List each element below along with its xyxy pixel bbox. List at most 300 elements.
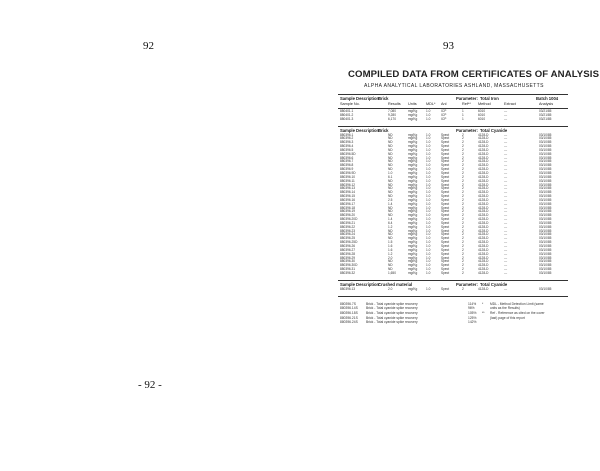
- cell-units: mg/Kg: [408, 263, 418, 268]
- column-header-sample-no: Sample No.: [340, 102, 360, 106]
- cell-analysis: 03/21/85: [539, 109, 552, 113]
- footnote-cell: Brick - Total cyanide spike recovery: [366, 311, 418, 316]
- cell-ref: 2: [462, 267, 464, 272]
- footnote-cell: *: [482, 301, 484, 306]
- cell-mdl: 1.0: [426, 190, 431, 195]
- cell-method: 4128-D: [478, 178, 489, 183]
- cell-ref: 2: [462, 190, 464, 195]
- cell-extract: ---: [504, 259, 508, 264]
- cell-analysis: 03/10/85: [539, 267, 552, 272]
- cell-units: mg/Kg: [408, 270, 418, 275]
- cell-analysis: 03/10/85: [539, 247, 552, 252]
- cell-mdl: 1.0: [426, 267, 431, 272]
- footnote-note: units as the Results): [490, 306, 520, 311]
- cell-anl: Spect: [441, 205, 450, 210]
- cell-anl: Spect: [441, 267, 450, 272]
- cell-mdl: 1.0: [426, 263, 431, 268]
- cell-units: mg/Kg: [408, 197, 418, 202]
- cell-method: 4128-D: [478, 209, 489, 214]
- cell-extract: ---: [504, 270, 508, 275]
- cell-ref: 2: [462, 224, 464, 229]
- cell-sample-no: 880396.27: [340, 247, 356, 252]
- cell-anl: Spect: [441, 201, 450, 206]
- cell-sample-no: 880396.5D: [340, 151, 356, 156]
- cell-extract: ---: [504, 232, 508, 237]
- cell-mdl: 1.0: [426, 167, 431, 172]
- cell-ref: 2: [462, 263, 464, 268]
- cell-units: mg/Kg: [408, 186, 418, 191]
- cell-method: 6010: [478, 112, 486, 117]
- cell-ref: 2: [462, 186, 464, 191]
- cell-units: mg/Kg: [408, 174, 418, 179]
- cell-sample-no: 880396.26: [340, 244, 356, 249]
- cell-units: mg/Kg: [408, 267, 418, 272]
- cell-extract: ---: [504, 147, 508, 152]
- cell-units: mg/Kg: [408, 147, 418, 152]
- footnote-cell: 142%: [468, 320, 477, 325]
- cell-units: mg/Kg: [408, 144, 418, 149]
- page-number-right: 93: [443, 40, 454, 52]
- cell-mdl: 1.0: [426, 151, 431, 156]
- cell-analysis: 03/10/85: [539, 190, 552, 195]
- cell-sample-no: 880396.9D: [340, 170, 356, 175]
- cell-method: 4128-D: [478, 194, 489, 199]
- cell-results: ND: [388, 182, 393, 187]
- cell-analysis: 03/10/85: [539, 170, 552, 175]
- cell-extract: ---: [504, 136, 508, 141]
- column-header-anl: Anl: [441, 102, 447, 106]
- parameter-label: Parameter:: [456, 127, 478, 133]
- cell-extract: ---: [504, 240, 508, 245]
- cell-sample-no: 880401.3: [340, 116, 354, 121]
- cell-units: mg/Kg: [408, 155, 418, 160]
- cell-mdl: 1.0: [426, 144, 431, 149]
- cell-units: mg/Kg: [408, 259, 418, 264]
- footnote-cell: **: [482, 311, 485, 316]
- cell-analysis: 03/10/85: [539, 287, 552, 291]
- cell-analysis: 03/10/85: [539, 213, 552, 218]
- cell-units: mg/Kg: [408, 116, 418, 121]
- cell-extract: ---: [504, 182, 508, 187]
- cell-units: mg/Kg: [408, 232, 418, 237]
- cell-ref: 2: [462, 163, 464, 168]
- cell-mdl: 1.0: [426, 270, 431, 275]
- cell-sample-no: 880396.2: [340, 136, 354, 141]
- cell-ref: 2: [462, 136, 464, 141]
- cell-method: 4128-D: [478, 144, 489, 149]
- cell-extract: ---: [504, 144, 508, 149]
- cell-extract: ---: [504, 217, 508, 222]
- cell-extract: ---: [504, 167, 508, 172]
- cell-anl: Spect: [441, 155, 450, 160]
- cell-units: mg/Kg: [408, 213, 418, 218]
- cell-method: 4128-D: [478, 270, 489, 275]
- cell-ref: 2: [462, 255, 464, 260]
- cell-anl: Spect: [441, 159, 450, 164]
- column-header-units: Units: [408, 102, 417, 106]
- cell-units: mg/Kg: [408, 217, 418, 222]
- footnote-cell: 880396.14S: [340, 306, 358, 311]
- cell-sample-no: 880396.11: [340, 178, 355, 183]
- cell-sample-no: 880396.6: [340, 155, 354, 160]
- cell-method: 4128-D: [478, 224, 489, 229]
- cell-analysis: 03/10/85: [539, 151, 552, 156]
- cell-results: ND: [388, 213, 393, 218]
- cell-method: 4128-D: [478, 151, 489, 156]
- cell-results: 1.6: [388, 244, 393, 249]
- cell-ref: 2: [462, 240, 464, 245]
- cell-mdl: 1.0: [426, 244, 431, 249]
- cell-sample-no: 880401.1: [340, 109, 354, 113]
- certificate-page: [334, 64, 600, 424]
- page-number-bottom: - 92 -: [138, 379, 162, 391]
- cell-sample-no: 880401.2: [340, 112, 354, 117]
- cell-sample-no: 880396.29: [340, 255, 356, 260]
- sample-description-label: Sample Description:: [340, 282, 381, 287]
- parameter-name: Total Cyanide: [480, 127, 508, 133]
- cell-results: 9,280: [388, 112, 396, 117]
- cell-ref: 2: [462, 205, 464, 210]
- cell-results: 1.4: [388, 217, 393, 222]
- cell-mdl: 1.0: [426, 159, 431, 164]
- cell-anl: Spect: [441, 217, 450, 222]
- cell-units: mg/Kg: [408, 112, 418, 117]
- footnote-cell: 96%: [468, 306, 475, 311]
- cell-ref: 2: [462, 170, 464, 175]
- cell-results: 6.1: [388, 174, 393, 179]
- cell-extract: ---: [504, 112, 508, 117]
- cell-ref: 2: [462, 194, 464, 199]
- cell-mdl: 1.0: [426, 182, 431, 187]
- cell-extract: ---: [504, 244, 508, 249]
- cell-results: 1.2: [388, 224, 393, 229]
- cell-sample-no: 880396.12: [340, 182, 356, 187]
- cell-method: 6010: [478, 109, 486, 113]
- cell-analysis: 03/10/85: [539, 240, 552, 245]
- parameter-label: Parameter:: [456, 282, 478, 287]
- cell-sample-no: 880396.21: [340, 220, 356, 225]
- cell-method: 4128-D: [478, 174, 489, 179]
- cell-results: 6.4: [388, 220, 393, 225]
- cell-mdl: 1.0: [426, 232, 431, 237]
- cell-ref: 2: [462, 232, 464, 237]
- cell-analysis: 03/10/85: [539, 209, 552, 214]
- cell-units: mg/Kg: [408, 151, 418, 156]
- cell-sample-no: 880396.30D: [340, 263, 358, 268]
- cell-extract: ---: [504, 163, 508, 168]
- cell-method: 4128-D: [478, 201, 489, 206]
- cell-method: 4128-D: [478, 220, 489, 225]
- cell-extract: ---: [504, 190, 508, 195]
- cell-anl: Spect: [441, 263, 450, 268]
- cell-ref: 2: [462, 144, 464, 149]
- cell-mdl: 1.0: [426, 155, 431, 160]
- cell-results: ND: [388, 190, 393, 195]
- cell-units: mg/Kg: [408, 247, 418, 252]
- document-subtitle: ALPHA ANALYTICAL LABORATORIES ASHLAND, MASSACHUSETTS: [364, 83, 544, 89]
- cell-analysis: 03/10/85: [539, 232, 552, 237]
- cell-units: mg/Kg: [408, 224, 418, 229]
- cell-units: mg/Kg: [408, 167, 418, 172]
- cell-mdl: 1.0: [426, 255, 431, 260]
- cell-method: 4128-D: [478, 247, 489, 252]
- sample-description: Brick: [378, 127, 389, 133]
- cell-anl: Spect: [441, 224, 450, 229]
- cell-ref: 2: [462, 201, 464, 206]
- table-row: [338, 272, 568, 276]
- page-number-left: 92: [143, 40, 154, 52]
- cell-anl: Spect: [441, 232, 450, 237]
- cell-analysis: 03/10/85: [539, 270, 552, 275]
- cell-anl: Spect: [441, 287, 450, 291]
- cell-method: 4128-D: [478, 255, 489, 260]
- cell-ref: 2: [462, 244, 464, 249]
- cell-results: ND: [388, 155, 393, 160]
- cell-method: 4128-D: [478, 136, 489, 141]
- cell-anl: Spect: [441, 259, 450, 264]
- cell-sample-no: 880396.14: [340, 190, 356, 195]
- cell-extract: ---: [504, 255, 508, 260]
- cell-ref: 2: [462, 217, 464, 222]
- cell-analysis: 03/10/85: [539, 259, 552, 264]
- cell-results: ND: [388, 194, 393, 199]
- cell-ref: 1: [462, 112, 464, 117]
- cell-mdl: 1.0: [426, 251, 431, 256]
- cell-sample-no: 880396.13: [340, 186, 356, 191]
- cell-anl: ICP: [441, 109, 447, 113]
- cell-analysis: 03/10/85: [539, 155, 552, 160]
- cell-units: mg/Kg: [408, 136, 418, 141]
- cell-analysis: 03/10/85: [539, 255, 552, 260]
- cell-mdl: 1.0: [426, 170, 431, 175]
- cell-ref: 2: [462, 213, 464, 218]
- footnote-note: (last) page of this report: [490, 315, 525, 320]
- cell-extract: ---: [504, 247, 508, 252]
- section-rows: [338, 288, 568, 292]
- cell-results: 1.4: [388, 201, 393, 206]
- column-header-results: Results: [388, 102, 401, 106]
- cell-mdl: 1.0: [426, 287, 431, 291]
- cell-mdl: 1.0: [426, 201, 431, 206]
- cell-anl: Spect: [441, 251, 450, 256]
- cell-sample-no: 880396.19: [340, 209, 356, 214]
- cell-method: 4128-D: [478, 228, 489, 233]
- cell-results: ND: [388, 232, 393, 237]
- cell-sample-no: 880396.25: [340, 236, 356, 241]
- cell-ref: 2: [462, 251, 464, 256]
- cell-results: 1.5: [388, 240, 393, 245]
- cell-sample-no: 880396.7: [340, 159, 354, 164]
- cell-units: mg/Kg: [408, 163, 418, 168]
- cell-method: 4128-D: [478, 167, 489, 172]
- table-end-rule: [338, 296, 568, 297]
- cell-anl: Spect: [441, 147, 450, 152]
- cell-mdl: 1.0: [426, 136, 431, 141]
- cell-analysis: 03/10/85: [539, 205, 552, 210]
- cell-results: ND: [388, 205, 393, 210]
- cell-method: 4128-D: [478, 186, 489, 191]
- cell-extract: ---: [504, 186, 508, 191]
- footnote-cell: Brick - Total cyanide spike recovery: [366, 301, 418, 306]
- cell-ref: 2: [462, 147, 464, 152]
- cell-method: 4128-D: [478, 163, 489, 168]
- cell-anl: Spect: [441, 136, 450, 141]
- cell-units: mg/Kg: [408, 159, 418, 164]
- cell-analysis: 03/10/85: [539, 140, 552, 145]
- cell-mdl: 1.0: [426, 236, 431, 241]
- cell-units: mg/Kg: [408, 178, 418, 183]
- cell-sample-no: 880396.22: [340, 224, 356, 229]
- cell-method: 4128-D: [478, 244, 489, 249]
- cell-anl: Spect: [441, 186, 450, 191]
- cell-analysis: 03/10/85: [539, 147, 552, 152]
- cell-anl: Spect: [441, 170, 450, 175]
- cell-units: mg/Kg: [408, 194, 418, 199]
- cell-ref: 2: [462, 178, 464, 183]
- cell-extract: ---: [504, 251, 508, 256]
- cell-anl: Spect: [441, 182, 450, 187]
- sample-description: Brick: [378, 96, 389, 101]
- cell-method: 4128-D: [478, 259, 489, 264]
- cell-results: ND: [388, 132, 393, 137]
- table-row: [338, 118, 568, 122]
- cell-results: ND: [388, 151, 393, 156]
- cell-anl: ICP: [441, 116, 447, 121]
- document-title: COMPILED DATA FROM CERTIFICATES OF ANALYSIS: [348, 69, 600, 80]
- cell-mdl: 1.0: [426, 186, 431, 191]
- cell-units: mg/Kg: [408, 132, 418, 137]
- footnote-cell: 880396.21S: [340, 315, 358, 320]
- cell-units: mg/Kg: [408, 287, 418, 291]
- cell-results: ND: [388, 163, 393, 168]
- cell-analysis: 03/10/85: [539, 174, 552, 179]
- cell-sample-no: 880396.3: [340, 140, 354, 145]
- cell-method: 4128-D: [478, 240, 489, 245]
- cell-results: 6,170: [388, 116, 396, 121]
- cell-extract: ---: [504, 236, 508, 241]
- cell-results: ND: [388, 209, 393, 214]
- cell-sample-no: 880396.9: [340, 167, 354, 172]
- cell-anl: Spect: [441, 178, 450, 183]
- cell-mdl: 1.0: [426, 209, 431, 214]
- cell-results: ND: [388, 167, 393, 172]
- cell-mdl: 1.0: [426, 197, 431, 202]
- cell-mdl: 1.0: [426, 220, 431, 225]
- column-header-rule: [338, 108, 568, 109]
- cell-extract: ---: [504, 213, 508, 218]
- cell-units: mg/Kg: [408, 255, 418, 260]
- cell-analysis: 03/21/85: [539, 116, 552, 121]
- cell-ref: 2: [462, 155, 464, 160]
- section-rows: [338, 110, 568, 122]
- section-header: [338, 95, 568, 102]
- cell-analysis: 03/10/85: [539, 182, 552, 187]
- cell-anl: Spect: [441, 240, 450, 245]
- cell-mdl: 1.0: [426, 213, 431, 218]
- cell-results: ND: [388, 267, 393, 272]
- cell-extract: ---: [504, 170, 508, 175]
- cell-analysis: 03/10/85: [539, 144, 552, 149]
- cell-sample-no: 880396.32: [340, 270, 356, 275]
- cell-results: ND: [388, 144, 393, 149]
- cell-mdl: 1.0: [426, 205, 431, 210]
- sample-description-label: Sample Description:: [340, 127, 381, 133]
- cell-anl: Spect: [441, 236, 450, 241]
- cell-method: 4128-D: [478, 232, 489, 237]
- cell-anl: Spect: [441, 144, 450, 149]
- cell-mdl: 1.0: [426, 109, 431, 113]
- cell-results: ND: [388, 228, 393, 233]
- cell-results: 1.2: [388, 251, 393, 256]
- cell-extract: ---: [504, 116, 508, 121]
- cell-extract: ---: [504, 201, 508, 206]
- cell-units: mg/Kg: [408, 170, 418, 175]
- cell-sample-no: 880396.20D: [340, 217, 358, 222]
- parameter-label: Parameter:: [456, 96, 478, 101]
- cell-results: ND: [388, 140, 393, 145]
- cell-sample-no: 880396.31: [340, 267, 356, 272]
- cell-method: 4128-D: [478, 287, 489, 291]
- cell-results: 7,080: [388, 109, 396, 113]
- cell-extract: ---: [504, 287, 508, 291]
- cell-results: ND: [388, 263, 393, 268]
- cell-mdl: 1.0: [426, 132, 431, 137]
- cell-analysis: 03/10/85: [539, 224, 552, 229]
- column-header-analysis: Analysis: [539, 102, 554, 106]
- column-header-method: Method: [478, 102, 491, 106]
- cell-ref: 2: [462, 270, 464, 275]
- cell-results: 1,650: [388, 270, 396, 275]
- cell-extract: ---: [504, 224, 508, 229]
- cell-analysis: 03/10/85: [539, 167, 552, 172]
- cell-mdl: 1.0: [426, 228, 431, 233]
- cell-mdl: 1.0: [426, 116, 431, 121]
- cell-mdl: 1.0: [426, 259, 431, 264]
- cell-extract: ---: [504, 155, 508, 160]
- cell-ref: 1: [462, 116, 464, 121]
- cell-analysis: 03/21/85: [539, 112, 552, 117]
- cell-anl: Spect: [441, 213, 450, 218]
- cell-mdl: 1.0: [426, 194, 431, 199]
- footnote-cell: Brick - Total cyanide spike recovery: [366, 320, 418, 325]
- sample-description-label: Sample Description:: [340, 96, 381, 101]
- cell-results: ND: [388, 178, 393, 183]
- footnote-cell: 880396.7S: [340, 301, 356, 306]
- cell-sample-no: 880396.24: [340, 232, 356, 237]
- cell-anl: Spect: [441, 247, 450, 252]
- cell-method: 4128-D: [478, 132, 489, 137]
- cell-sample-no: 880396.15: [340, 194, 356, 199]
- cell-ref: 2: [462, 247, 464, 252]
- cell-analysis: 03/10/85: [539, 194, 552, 199]
- cell-anl: Spect: [441, 151, 450, 156]
- cell-anl: Spect: [441, 140, 450, 145]
- cell-analysis: 03/10/85: [539, 217, 552, 222]
- cell-mdl: 1.0: [426, 163, 431, 168]
- cell-extract: ---: [504, 263, 508, 268]
- cell-extract: ---: [504, 194, 508, 199]
- cell-results: 2.5: [388, 197, 393, 202]
- cell-sample-no: 880396.30: [340, 259, 356, 264]
- cell-extract: ---: [504, 109, 508, 113]
- cell-anl: Spect: [441, 228, 450, 233]
- footnote-cell: Brick - Total cyanide spike recovery: [366, 306, 418, 311]
- cell-method: 4128-D: [478, 155, 489, 160]
- cell-units: mg/Kg: [408, 140, 418, 145]
- cell-sample-no: 880396.20: [340, 213, 356, 218]
- cell-sample-no: 880396.13: [340, 287, 356, 291]
- cell-extract: ---: [504, 132, 508, 137]
